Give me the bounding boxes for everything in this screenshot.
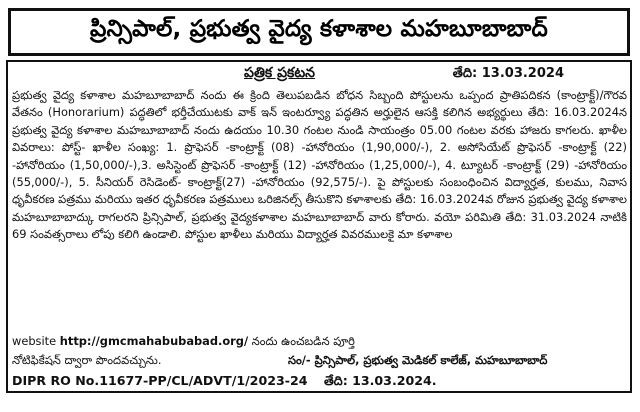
page-title: ప్రిన్సిపాల్, ప్రభుత్వ వైద్య కళాశాల మహబూబాబాద్ bbox=[90, 16, 548, 42]
dipr-reference: DIPR RO No.11677-PP/CL/ADVT/1/2023-24 bbox=[12, 373, 308, 388]
website-line bbox=[12, 333, 627, 351]
notice-box bbox=[6, 60, 632, 393]
notice-body bbox=[12, 87, 627, 244]
notice-subheader-row bbox=[8, 65, 630, 87]
website-suffix: నందు ఉంచబడిన పూర్తి bbox=[251, 334, 355, 348]
dipr-date: తేది: 13.03.2024. bbox=[324, 373, 437, 388]
signature-line bbox=[12, 352, 627, 370]
website-label: website bbox=[12, 334, 57, 348]
website-url[interactable]: http://gmcmahabubabad.org/ bbox=[59, 334, 249, 348]
notice-bottom-spacer bbox=[8, 390, 630, 391]
press-release-heading: పత్రిక ప్రకటన bbox=[244, 65, 315, 81]
dipr-reference-line bbox=[12, 372, 627, 390]
notification-text: నోటిఫికేషన్ ద్వారా పొందవచ్చును. bbox=[12, 353, 162, 367]
signature-text: సం/- ప్రిన్సిపాల్, ప్రభుత్వ మెడికల్ కాలేజ్, మహబూబాబాద్ bbox=[288, 353, 548, 367]
notice-date: తేది: 13.03.2024 bbox=[452, 66, 564, 81]
notice-body-text: ప్రభుత్వ వైద్య కళాశాల మహబూబాబాద్ నందు ఈ క్రింది తెలుపబడిన బోధన సిబ్బంది పోస్టులను ఒప్పంద ప్రాతిపదికన (కాంట్రాక్ట్)/గౌరవ వేతనం (Honorarium) పద్ధతిలో భర్తీచేయుటకు వాక్ ఇన్ ఇంటర్వ్యూ పద్ధతిన అర్హులైన ఆసక్తి కలిగిన అభ్యర్థులు తేది: 16.03.2024న ప్రభుత్వ వైద్య కళాశాల మహబూబాబాద్ నందు ఉదయం 10.30 గంటల నుండి సాయంత్రం 05.00 గంటల వరకు హాజరు కాగలరు. ఖాళీల వివరాలు: పోస్ట్- ఖాళీల సంఖ్య: 1. ప్రొఫెసర్ -కాంట్రాక్ట్ (08) -హానోరియం (1,90,000/-), 2. అసోసియేట్ ప్రొఫెసర్ -కాంట్రాక్ట్ (22) -హానోరియం (1,50,000/-),3. అసిస్టెంట్ ప్రొఫెసర్ -కాంట్రాక్ట్ (12) -హానోరియం (1,25,000/-), 4. ట్యూటర్ -కాంట్రాక్ట్ (29) -హానోరియం (55,000/-), 5. సీనియర్ రెసిడెంట్- కాంట్రాక్ట్(27) -హానోరియం (92,575/-). పై పోస్టులకు సంబంధించిన విద్యార్హత, కులము, నివాస ధృవీకరణ పత్రము మరియు ఇతర ధృవీకరణ పత్రములు ఒరిజినల్స్ తీసుకొని కళాశాలకు తేది: 16.03.2024వ రోజున ప్రభుత్వ వైద్య కళాశాల మహబూబాబాద్కు రాగలరని ప్రిన్సిపాల్, ప్రభుత్వ వైద్యకళాశాల మహబూబాబాద్ వారు కోరారు. వయో పరిమితి తేది: 31.03.2024 నాటికి 69 సంవత్సరాలు లోపు కలిగి ఉండాలి. పోస్టుల ఖాళీలు మరియు విద్యార్హత వివరములకై మా కళాశాల bbox=[12, 88, 627, 242]
header-box bbox=[8, 8, 630, 56]
